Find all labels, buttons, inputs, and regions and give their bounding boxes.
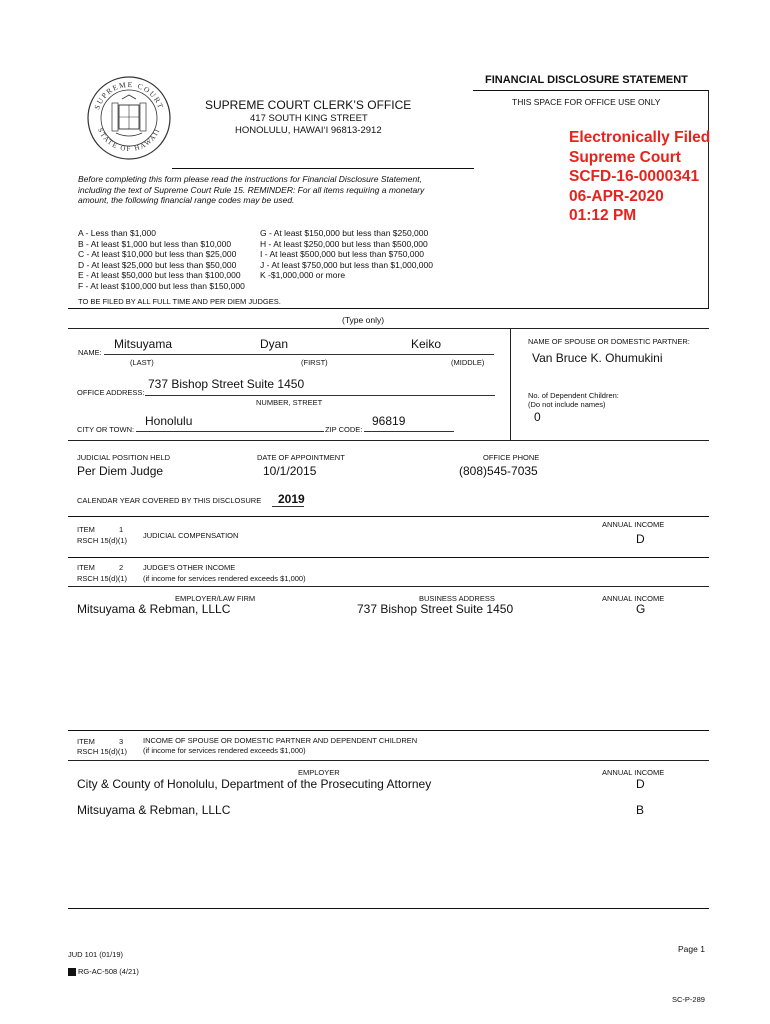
spouse-label: NAME OF SPOUSE OR DOMESTIC PARTNER: <box>528 337 690 346</box>
section-rule-1 <box>68 308 709 309</box>
item-1-income-label: ANNUAL INCOME <box>602 520 665 529</box>
item-1-income-value[interactable]: D <box>636 532 645 546</box>
calendar-year-value[interactable]: 2019 <box>278 492 305 506</box>
item-2-subtitle: (if income for services rendered exceeds $1,000) <box>143 574 306 583</box>
range-code-b: B - At least $1,000 but less than $10,000 <box>78 238 232 249</box>
section-rule-5 <box>68 557 709 558</box>
range-code-a: A - Less than $1,000 <box>78 228 156 238</box>
dependents-value[interactable]: 0 <box>534 410 541 424</box>
position-label: JUDICIAL POSITION HELD <box>77 453 171 462</box>
seal-bottom-text: STATE OF HAWAII <box>96 126 162 154</box>
stamp-line-4: 06-APR-2020 <box>569 187 664 205</box>
item-2-rule <box>68 586 709 587</box>
name-first-value[interactable]: Dyan <box>260 337 289 351</box>
dependents-label-1: No. of Dependent Children: <box>528 391 619 400</box>
office-address-1: 417 SOUTH KING STREET <box>250 113 368 124</box>
svg-text:STATE OF HAWAII <box>96 127 162 153</box>
office-address-sub-label: NUMBER, STREET <box>256 398 323 407</box>
instructions-top-rule <box>172 168 474 169</box>
range-code-h: H - At least $250,000 but less than $500,000 <box>260 238 428 249</box>
item-2-business-value[interactable]: 737 Bishop Street Suite 1450 <box>357 602 514 616</box>
section-rule-3 <box>68 440 709 441</box>
item-2-number: 2 <box>119 563 124 572</box>
phone-value[interactable]: (808)545-7035 <box>459 464 538 478</box>
item-3-row-1-income[interactable]: D <box>636 777 645 791</box>
stamp-line-2: Supreme Court <box>569 148 681 166</box>
name-middle-label: (MIDDLE) <box>451 358 485 367</box>
instructions-line-3: amount, the following financial range codes may be used. <box>78 195 295 205</box>
spouse-value[interactable]: Van Bruce K. Ohumukini <box>532 351 663 365</box>
dependents-label-2: (Do not include names) <box>528 400 606 409</box>
filed-by-note: TO BE FILED BY ALL FULL TIME AND PER DIEM JUDGES. <box>78 297 281 306</box>
item-3-row-2-income[interactable]: B <box>636 803 645 817</box>
item-1-label: ITEM <box>77 525 95 534</box>
appointment-value[interactable]: 10/1/2015 <box>263 464 317 478</box>
office-name: SUPREME COURT CLERK’S OFFICE <box>205 98 412 112</box>
instructions <box>78 174 424 206</box>
item-2-label: ITEM <box>77 563 95 572</box>
item-3-rule <box>68 760 709 761</box>
rg-code: RG-AC-508 (4/21) <box>78 967 139 976</box>
item-2-income-value[interactable]: G <box>636 602 646 616</box>
office-address-underline <box>145 395 495 396</box>
form-code: JUD 101 (01/19) <box>68 950 124 959</box>
item-2-employer-label: EMPLOYER/LAW FIRM <box>175 594 256 603</box>
item-3-employer-label: EMPLOYER <box>298 768 340 777</box>
range-code-g: G - At least $150,000 but less than $250,000 <box>260 228 429 238</box>
name-first-label: (FIRST) <box>301 358 328 367</box>
city-underline <box>136 431 324 432</box>
section-rule-6 <box>68 730 709 731</box>
city-value[interactable]: Honolulu <box>145 414 193 428</box>
name-last-value[interactable]: Mitsuyama <box>114 337 173 351</box>
item-3-label: ITEM <box>77 737 95 746</box>
stamp-line-1: Electronically Filed <box>569 129 711 146</box>
item-3-number: 3 <box>119 737 124 746</box>
stamp-line-3: SCFD-16-0000341 <box>569 168 700 185</box>
range-codes-left <box>78 228 245 291</box>
range-code-c: C - At least $10,000 but less than $25,000 <box>78 249 237 259</box>
stamp-line-5: 01:12 PM <box>569 207 637 224</box>
page-number: Page 1 <box>678 944 705 954</box>
zip-underline <box>364 431 454 432</box>
item-2-income-label: ANNUAL INCOME <box>602 594 665 603</box>
instructions-line-2: including the text of Supreme Court Rule 15. REMINDER: For all items requiring a monetary <box>78 184 425 195</box>
zip-value[interactable]: 96819 <box>372 414 406 428</box>
electronic-filing-stamp <box>569 128 710 226</box>
item-2-title: JUDGE'S OTHER INCOME <box>143 563 236 572</box>
range-code-e: E - At least $50,000 but less than $100,000 <box>78 270 241 280</box>
city-label: CITY OR TOWN: <box>77 425 135 434</box>
seal-top-text: SUPREME COURT <box>92 79 166 111</box>
rg-code-line <box>68 967 139 976</box>
office-address-2: HONOLULU, HAWAI‘I 96813-2912 <box>235 125 382 136</box>
name-middle-value[interactable]: Keiko <box>411 337 442 351</box>
appointment-label: DATE OF APPOINTMENT <box>257 453 345 462</box>
calendar-year-underline <box>272 506 304 507</box>
item-2-rsch: RSCH 15(d)(1) <box>77 574 128 583</box>
barcode-mark-icon <box>68 968 76 976</box>
position-value[interactable]: Per Diem Judge <box>77 464 164 478</box>
zip-label: ZIP CODE: <box>325 425 363 434</box>
item-3-title: INCOME OF SPOUSE OR DOMESTIC PARTNER AND DEPENDENT CHILDREN <box>143 736 418 745</box>
instructions-line-1: Before completing this form please read the instructions for Financial Disclosure Statement, <box>78 174 422 184</box>
sc-code: SC-P-289 <box>672 995 705 1004</box>
item-3-subtitle: (if income for services rendered exceeds $1,000) <box>143 746 306 755</box>
range-code-i: I - At least $500,000 but less than $750,000 <box>260 249 424 259</box>
name-last-label: (LAST) <box>130 358 154 367</box>
court-seal <box>86 75 172 161</box>
calendar-year-label: CALENDAR YEAR COVERED BY THIS DISCLOSURE <box>77 496 262 505</box>
header-rule <box>473 90 709 91</box>
right-column-divider <box>510 328 511 440</box>
item-3-income-label: ANNUAL INCOME <box>602 768 665 777</box>
range-code-j: J - At least $750,000 but less than $1,000,000 <box>260 259 433 270</box>
item-3-row-1-employer[interactable]: City & County of Honolulu, Department of the Prosecuting Attorney <box>77 777 432 791</box>
item-3-row-2-employer[interactable]: Mitsuyama & Rebman, LLLC <box>77 803 231 817</box>
item-2-business-label: BUSINESS ADDRESS <box>419 594 495 603</box>
item-3-rsch: RSCH 15(d)(1) <box>77 747 128 756</box>
item-2-employer-value[interactable]: Mitsuyama & Rebman, LLLC <box>77 602 231 616</box>
office-address-label: OFFICE ADDRESS: <box>77 388 145 397</box>
office-use-label: THIS SPACE FOR OFFICE USE ONLY <box>512 97 661 107</box>
range-codes-right <box>260 228 433 281</box>
item-1-rsch: RSCH 15(d)(1) <box>77 536 128 545</box>
phone-label: OFFICE PHONE <box>483 453 540 462</box>
name-underline <box>104 354 494 355</box>
section-rule-4 <box>68 516 709 517</box>
office-address-value[interactable]: 737 Bishop Street Suite 1450 <box>148 377 305 391</box>
section-rule-2 <box>68 328 709 329</box>
range-code-k: K -$1,000,000 or more <box>260 270 346 280</box>
section-rule-7 <box>68 908 709 909</box>
type-only-note: (Type only) <box>342 315 385 325</box>
item-1-number: 1 <box>119 525 124 534</box>
form-title: FINANCIAL DISCLOSURE STATEMENT <box>485 74 688 86</box>
name-label: NAME: <box>78 348 102 357</box>
range-code-f: F - At least $100,000 but less than $150,000 <box>78 280 245 291</box>
range-code-d: D - At least $25,000 but less than $50,000 <box>78 259 237 270</box>
item-1-title: JUDICIAL COMPENSATION <box>143 531 239 540</box>
